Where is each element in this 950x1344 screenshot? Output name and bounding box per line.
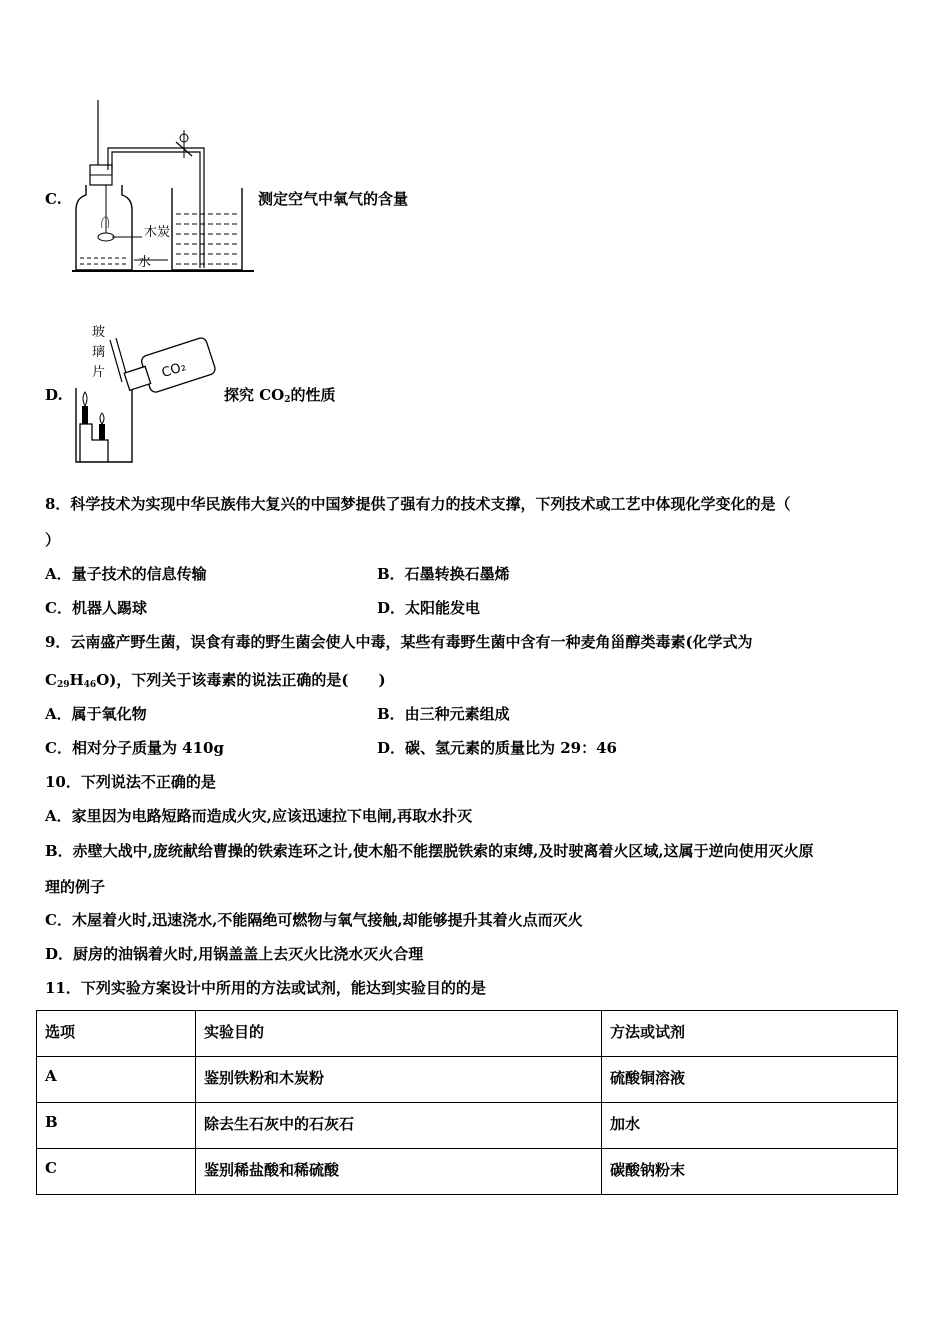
experiment-table xyxy=(36,1010,898,1195)
q9-formula-c: C xyxy=(45,671,57,689)
co2-bottle-label: CO₂ xyxy=(159,359,188,382)
table-row xyxy=(37,1057,898,1103)
q10-option-a: A．家里因为电路短路而造成火灾,应该迅速拉下电闸,再取水扑灭 xyxy=(45,807,473,825)
q8-option-b: B．石墨转换石墨烯 xyxy=(377,565,510,583)
q10-option-c: C．木屋着火时,迅速浇水,不能隔绝可燃物与氧气接触,却能够提升其着火点而灭火 xyxy=(45,911,583,929)
q7-option-d-label: D. xyxy=(45,386,63,404)
q8-option-d: D．太阳能发电 xyxy=(377,599,481,617)
table-header-row xyxy=(37,1011,898,1057)
table-cell: 鉴别铁粉和木炭粉 xyxy=(196,1057,602,1103)
q9-stem-line1: 9．云南盛产野生菌，误食有毒的野生菌会使人中毒，某些有毒野生菌中含有一种麦角甾醇类毒素(化学式为 xyxy=(45,633,753,651)
table-cell: 除去生石灰中的石灰石 xyxy=(196,1103,602,1149)
glass-plate-label-2: 璃 xyxy=(92,345,106,360)
charcoal-label: 木炭 xyxy=(144,225,171,240)
q9-option-d: D．碳、氢元素的质量比为 29：46 xyxy=(377,739,617,757)
table-cell: B xyxy=(37,1103,196,1149)
q9-option-c: C．相对分子质量为 410g xyxy=(45,739,224,757)
q7-option-c-label: C. xyxy=(45,190,62,208)
q9-formula-h: H xyxy=(69,671,84,689)
table-header-cell: 选项 xyxy=(37,1011,196,1057)
table-cell: C xyxy=(37,1149,196,1195)
q7-option-d-text-pre: 探究 CO xyxy=(224,386,285,404)
q11-stem: 11．下列实验方案设计中所用的方法或试剂，能达到实验目的的是 xyxy=(45,979,486,997)
table-header-cell: 方法或试剂 xyxy=(602,1011,898,1057)
q7-option-d-text xyxy=(224,385,336,410)
q9-option-b: B．由三种元素组成 xyxy=(377,705,510,723)
table-row xyxy=(37,1103,898,1149)
q8-option-a: A．量子技术的信息传输 xyxy=(45,565,207,583)
q10-option-b-line2: 理的例子 xyxy=(45,878,106,896)
q9-stem-line2 xyxy=(45,670,386,695)
table-header-cell: 实验目的 xyxy=(196,1011,602,1057)
glass-plate-label-1: 玻 xyxy=(92,325,106,340)
q10-option-b-line1: B．赤壁大战中,庞统献给曹操的铁索连环之计,使木船不能摆脱铁索的束缚,及时驶离着火区域,这属于逆向使用灭火原 xyxy=(45,842,814,860)
table-cell: 硫酸铜溶液 xyxy=(602,1057,898,1103)
q7-option-c-text: 测定空气中氧气的含量 xyxy=(258,190,409,208)
table-row xyxy=(37,1149,898,1195)
table-cell: 加水 xyxy=(602,1103,898,1149)
q10-option-d: D．厨房的油锅着火时,用锅盖盖上去灭火比浇水灭火合理 xyxy=(45,945,424,963)
q9-formula-c-sub: 29 xyxy=(56,680,70,690)
q9-formula-h-sub: 46 xyxy=(83,680,97,690)
q9-stem-rest: O)，下列关于该毒素的说法正确的是( ) xyxy=(96,671,386,689)
table-cell: 鉴别稀盐酸和稀硫酸 xyxy=(196,1149,602,1195)
q7-option-d-text-post: 的性质 xyxy=(290,386,336,404)
water-label: 水 xyxy=(138,255,152,270)
oxygen-content-apparatus-figure xyxy=(72,100,257,275)
table-cell: A xyxy=(37,1057,196,1103)
q10-stem: 10．下列说法不正确的是 xyxy=(45,773,216,791)
glass-plate-label-3: 片 xyxy=(92,365,106,380)
co2-properties-figure xyxy=(72,320,217,465)
q8-option-c: C．机器人踢球 xyxy=(45,599,147,617)
q9-option-a: A．属于氧化物 xyxy=(45,705,147,723)
q8-stem-line1: 8．科学技术为实现中华民族伟大复兴的中国梦提供了强有力的技术支撑，下列技术或工艺中体现化学变化的是（ xyxy=(45,495,791,513)
table-cell: 碳酸钠粉末 xyxy=(602,1149,898,1195)
q7-option-d-text-sub: 2 xyxy=(284,395,291,405)
q8-stem-line2: ） xyxy=(45,531,61,549)
